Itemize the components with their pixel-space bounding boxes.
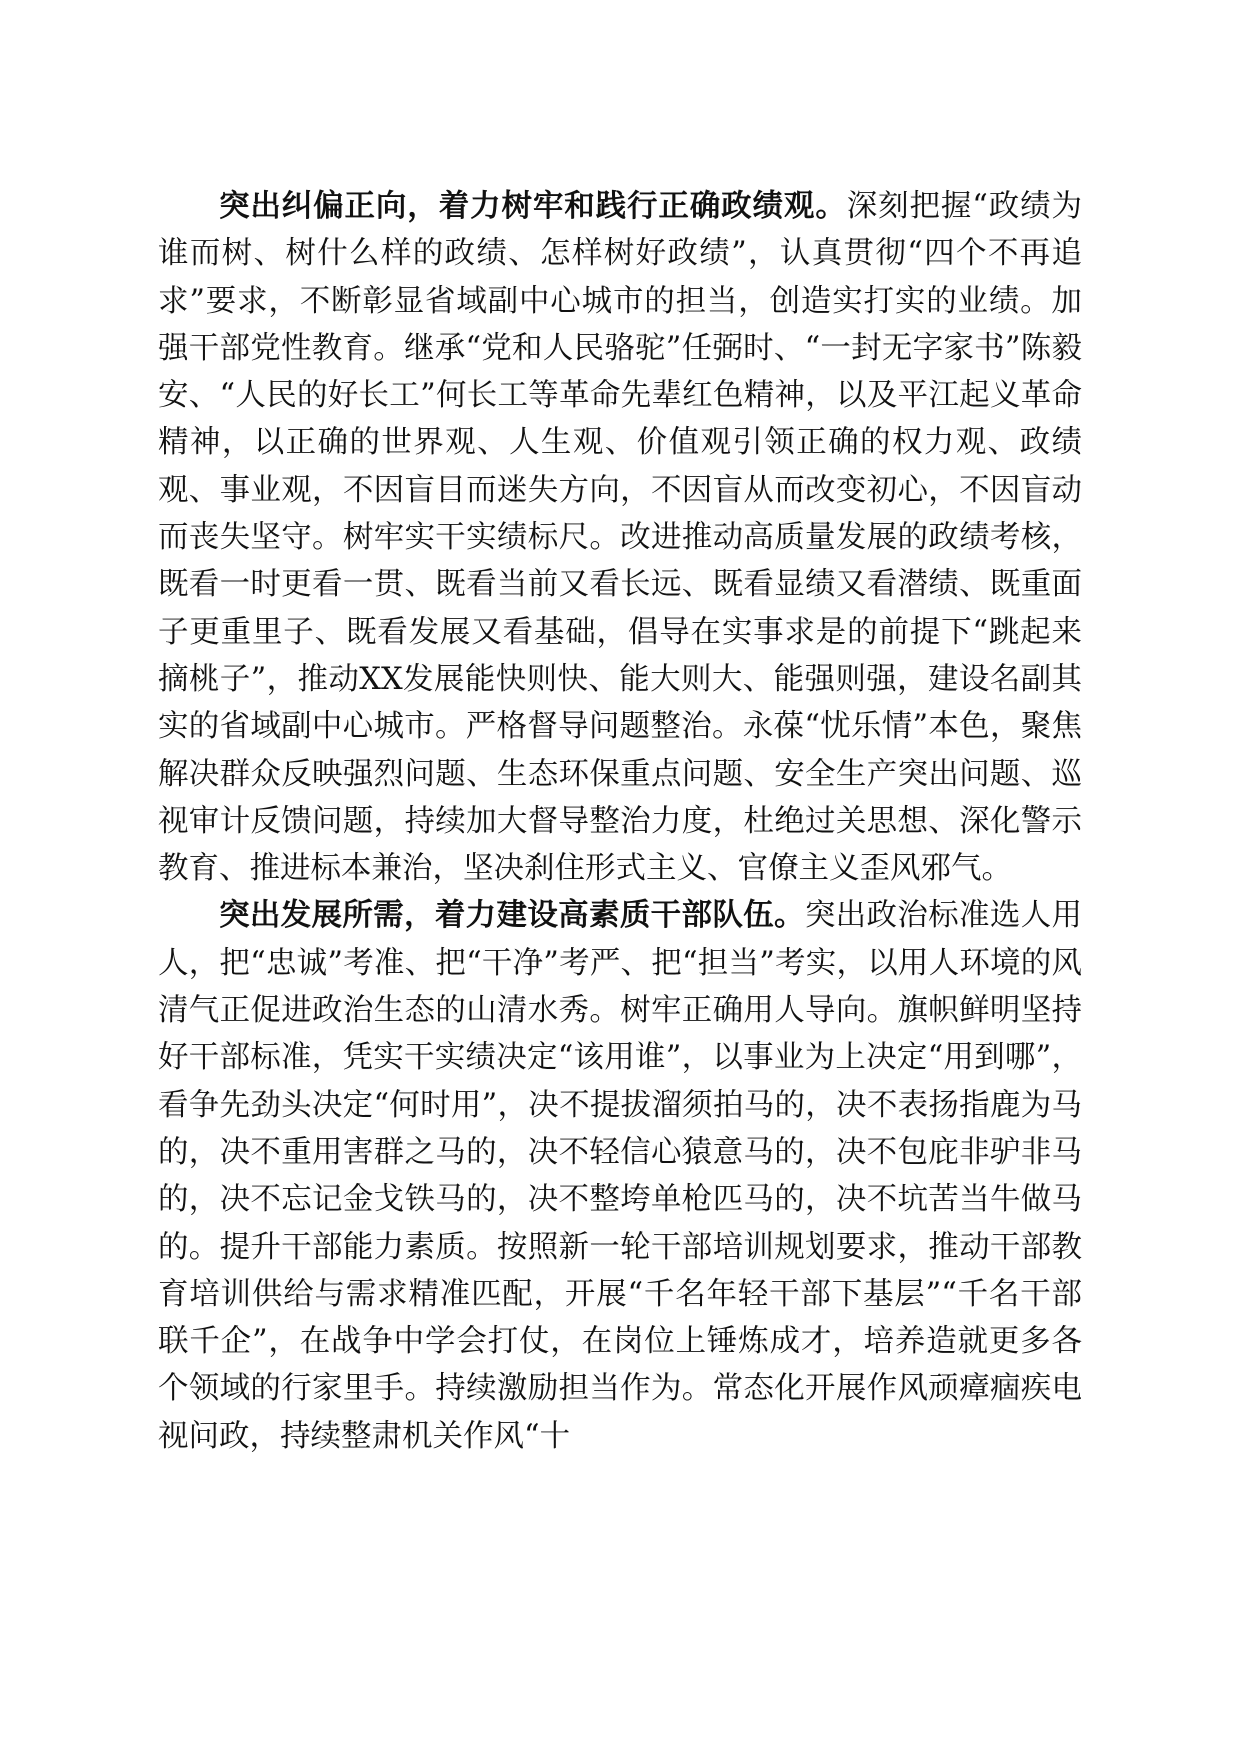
document-page	[158, 183, 1082, 1460]
paragraph-body: 突出政治标准选人用人，把“忠诚”考准、把“干净”考严、把“担当”考实，以用人环境的风清气正促进政治生态的山清水秀。树牢正确用人导向。旗帜鲜明坚持好干部标准，凭实干实绩决定“该用谁”，以事业为上决定“用到哪”，看争先劲头决定“何时用”，决不提拔溜须拍马的，决不表扬指鹿为马的，决不重用害群之马的，决不轻信心猿意马的，决不包庇非驴非马的，决不忘记金戈铁马的，决不整垮单枪匹马的，决不坑苦当牛做马的。提升干部能力素质。按照新一轮干部培训规划要求，推动干部教育培训供给与需求精准匹配，开展“千名年轻干部下基层”“千名干部联千企”，在战争中学会打仗，在岗位上锤炼成才，培养造就更多各个领域的行家里手。持续激励担当作为。常态化开展作风顽瘴痼疾电视问政，持续整肃机关作风“十	[158, 898, 1083, 1454]
paragraph-heading: 突出发展所需，着力建设高素质干部队伍。	[219, 897, 805, 934]
paragraph-heading: 突出纠偏正向，着力树牢和践行正确政绩观。	[219, 188, 847, 224]
paragraph-cadre-team-building	[158, 892, 1082, 1460]
paragraph-body: 深刻把握“政绩为谁而树、树什么样的政绩、怎样树好政绩”，认真贯彻“四个不再追求”要求，不断彰显省域副中心城市的担当，创造实打实的业绩。加强干部党性教育。继承“党和人民骆驼”任弼时、“一封无字家书”陈毅安、“人民的好长工”何长工等革命先辈红色精神，以及平江起义革命精神，以正确的世界观、人生观、价值观引领正确的权力观、政绩观、事业观，不因盲目而迷失方向，不因盲从而改变初心，不因盲动而丧失坚守。树牢实干实绩标尺。改进推动高质量发展的政绩考核，既看一时更看一贯、既看当前又看长远、既看显绩又看潜绩、既重面子更重里子、既看发展又看基础，倡导在实事求是的前提下“跳起来摘桃子”，推动XX发展能快则快、能大则大、能强则强，建设名副其实的省域副中心城市。严格督导问题整治。永葆“忧乐情”本色，聚焦解决群众反映强烈问题、生态环保重点问题、安全生产突出问题、巡视审计反馈问题，持续加大督导整治力度，杜绝过关思想、深化警示教育、推进标本兼治，坚决刹住形式主义、官僚主义歪风邪气。	[158, 189, 1083, 887]
paragraph-correct-performance-view	[158, 183, 1082, 892]
